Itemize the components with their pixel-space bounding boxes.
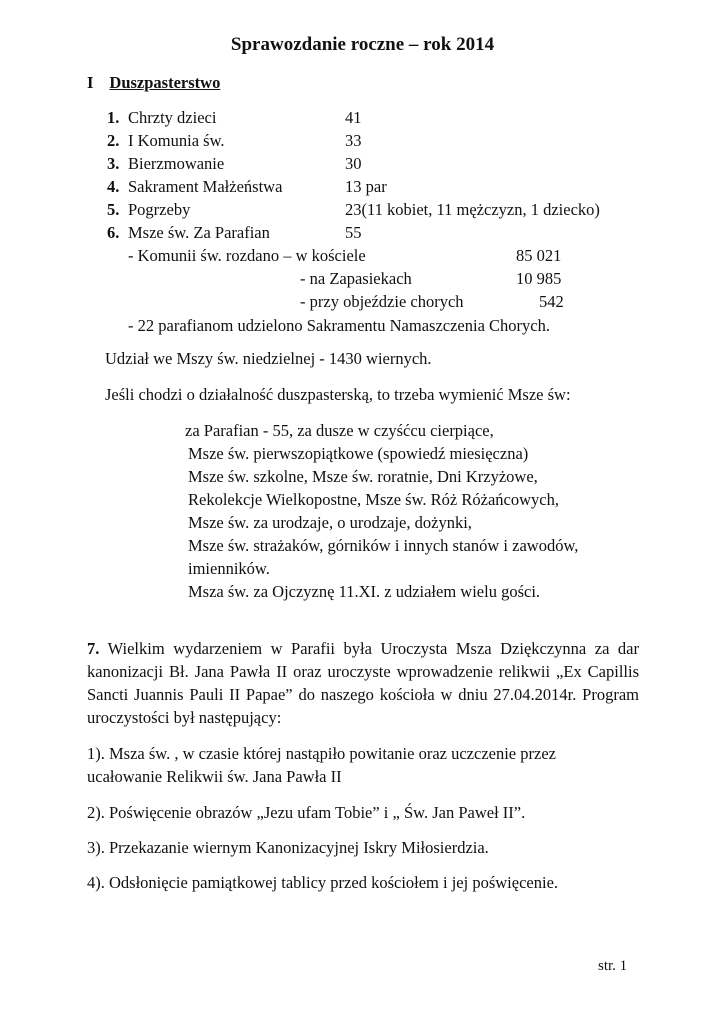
communion-sick-value: 542 [539,292,564,311]
stat-item: 4. Sakrament Małżeństwa [107,177,283,196]
stat-item: 5. Pogrzeby [107,200,191,219]
section-heading [87,73,220,93]
stat-value: 30 [345,154,362,173]
mass-line: Msza św. za Ojczyznę 11.XI. z udziałem wielu gości. [188,582,541,601]
stat-value: 33 [345,131,362,150]
stat-item: 2. I Komunia św. [107,131,225,150]
mass-line: Msze św. szkolne, Msze św. roratnie, Dni Krzyżowe, [188,467,538,486]
communion-sick-label: - przy objeździe chorych [300,292,464,311]
program-item-4: 4). Odsłonięcie pamiątkowej tablicy przed kościołem i jej poświęcenie. [87,873,559,892]
stat-item: 6. Msze św. Za Parafian [107,223,270,242]
page-number: str. 1 [598,958,628,974]
stat-value: 55 [345,223,362,242]
program-item-2: 2). Poświęcenie obrazów „Jezu ufam Tobie” i „ Św. Jan Paweł II”. [87,803,526,822]
event-number: 7. [87,639,100,658]
communion-zapasieki-value: 10 985 [516,269,562,288]
stat-item: 1. Chrzty dzieci [107,108,217,127]
mass-line: Msze św. za urodzaje, o urodzaje, dożynki, [188,513,472,532]
mass-line: Msze św. strażaków, górników i innych stanów i zawodów, [188,536,579,555]
mass-line: Rekolekcje Wielkopostne, Msze św. Róż Różańcowych, [188,490,559,509]
section-number: I [87,73,94,92]
stat-value: 13 par [345,177,387,196]
communion-church-value: 85 021 [516,246,562,265]
anointing-line: - 22 parafianom udzielono Sakramentu Namaszczenia Chorych. [128,316,550,335]
communion-church-label: - Komunii św. rozdano – w kościele [128,246,366,265]
program-item-3: 3). Przekazanie wiernym Kanonizacyjnej Iskry Miłosierdzia. [87,838,489,857]
section-title: Duszpasterstwo [109,73,221,92]
event-paragraph [87,637,639,729]
stat-value: 41 [345,108,362,127]
event-text: Wielkim wydarzeniem w Parafii była Uroczysta Msza Dziękczynna za dar kanonizacji Bł. Jana Pawła II oraz uroczyste wprowadzenie relikwii „Ex Capillis Sancti Juannis Pauli II Papae” do naszego kościoła w dniu 27.04.2014r. Program uroczystości był następujący: [87,639,640,727]
mass-line: imienników. [188,559,270,578]
stat-item: 3. Bierzmowanie [107,154,225,173]
program-item-1: 1). Msza św. , w czasie której nastąpiło powitanie oraz uczczenie przez [87,744,556,763]
mass-line: Msze św. pierwszopiątkowe (spowiedź miesięczna) [188,444,529,463]
program-item-1-cont: ucałowanie Relikwii św. Jana Pawła II [87,767,342,786]
sunday-mass-line: Udział we Mszy św. niedzielnej - 1430 wiernych. [105,349,432,368]
stat-value: 23(11 kobiet, 11 mężczyzn, 1 dziecko) [345,200,600,219]
mass-line: za Parafian - 55, za dusze w czyśćcu cierpiące, [185,421,494,440]
page-title: Sprawozdanie roczne – rok 2014 [230,34,495,55]
communion-zapasieki-label: - na Zapasiekach [300,269,412,288]
activity-intro: Jeśli chodzi o działalność duszpasterską, to trzeba wymienić Msze św: [105,385,571,404]
